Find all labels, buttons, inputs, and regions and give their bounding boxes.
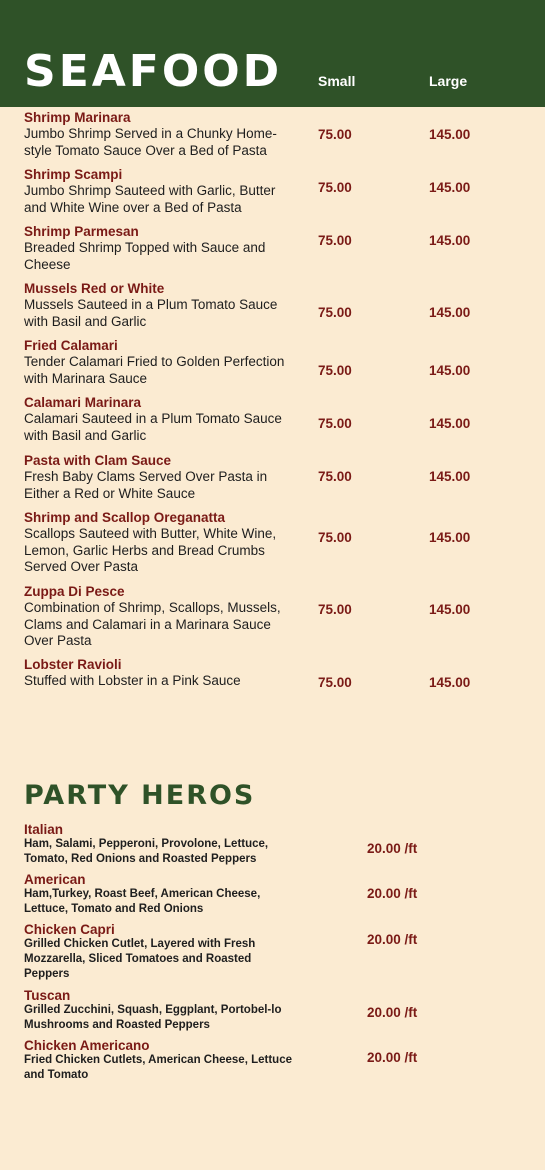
menu-item-name: Pasta with Clam Sauce [24,453,172,468]
price-large: 145.00 [429,469,471,484]
hero-item [24,872,524,917]
hero-price: 20.00 /ft [367,932,418,947]
menu-item-name: Shrimp and Scallop Oreganatta [24,510,226,525]
menu-item-description: Jumbo Shrimp Served in a Chunky Home-style Tomato Sauce Over a Bed of Pasta [24,126,277,158]
price-small: 75.00 [318,305,352,320]
hero-item-name: Chicken Capri [24,922,115,937]
hero-item-name: Chicken Americano [24,1038,150,1053]
menu-item-name: Zuppa Di Pesce [24,584,125,599]
hero-item-description: Ham,Turkey, Roast Beef, American Cheese, Lettuce, Tomato and Red Onions [24,888,261,915]
price-large: 145.00 [429,180,471,195]
menu-item-name: Calamari Marinara [24,395,142,410]
hero-item-description: Grilled Zucchini, Squash, Eggplant, Portobel-lo Mushrooms and Roasted Peppers [24,1004,282,1031]
price-large: 145.00 [429,127,471,142]
hero-price: 20.00 /ft [367,1050,418,1065]
column-header-large: Large [429,73,468,89]
section-title-seafood: SEAFOOD [24,46,283,97]
price-small: 75.00 [318,416,352,431]
menu-item-name: Mussels Red or White [24,281,165,296]
price-small: 75.00 [318,602,352,617]
menu-item [24,224,524,273]
price-small: 75.00 [318,180,352,195]
section-title-party-heros: PARTY HEROS [24,780,256,811]
menu-item-name: Shrimp Parmesan [24,224,139,239]
hero-price: 20.00 /ft [367,1005,418,1020]
menu-item-name: Shrimp Scampi [24,167,123,182]
hero-item [24,988,524,1033]
hero-item-name: Italian [24,822,64,837]
hero-item-description: Fried Chicken Cutlets, American Cheese, Lettuce and Tomato [24,1054,292,1081]
menu-item-description: Tender Calamari Fried to Golden Perfection with Marinara Sauce [24,354,285,386]
menu-item-description: Breaded Shrimp Topped with Sauce and Cheese [24,240,266,272]
price-large: 145.00 [429,416,471,431]
price-large: 145.00 [429,233,471,248]
price-large: 145.00 [429,675,471,690]
menu-item-description: Stuffed with Lobster in a Pink Sauce [24,673,241,688]
hero-item [24,1038,524,1083]
menu-item-name: Fried Calamari [24,338,118,353]
menu-item-description: Mussels Sauteed in a Plum Tomato Sauce with Basil and Garlic [24,297,278,329]
menu-item-name: Shrimp Marinara [24,110,131,125]
menu-item-description: Scallops Sauteed with Butter, White Wine, Lemon, Garlic Herbs and Bread Crumbs Served Over Pasta [24,526,277,574]
hero-item-description: Grilled Chicken Cutlet, Layered with Fresh Mozzarella, Sliced Tomatoes and Roasted Peppers [24,938,256,980]
price-small: 75.00 [318,363,352,378]
price-large: 145.00 [429,363,471,378]
hero-item-name: American [24,872,86,887]
menu-item-description: Fresh Baby Clams Served Over Pasta in Either a Red or White Sauce [24,469,268,501]
hero-item-description: Ham, Salami, Pepperoni, Provolone, Lettuce, Tomato, Red Onions and Roasted Peppers [24,838,269,865]
price-small: 75.00 [318,675,352,690]
menu-item-description: Combination of Shrimp, Scallops, Mussels, Clams and Calamari in a Marinara Sauce Over Pasta [24,600,281,648]
column-header-small: Small [318,73,356,89]
price-small: 75.00 [318,127,352,142]
price-large: 145.00 [429,305,471,320]
menu-item-name: Lobster Ravioli [24,657,122,672]
price-large: 145.00 [429,602,471,617]
hero-item [24,922,524,982]
hero-item-name: Tuscan [24,988,71,1003]
hero-price: 20.00 /ft [367,841,418,856]
hero-price: 20.00 /ft [367,886,418,901]
price-small: 75.00 [318,469,352,484]
hero-item [24,822,524,867]
menu-item-description: Jumbo Shrimp Sauteed with Garlic, Butter and White Wine over a Bed of Pasta [24,183,276,215]
price-large: 145.00 [429,530,471,545]
price-small: 75.00 [318,233,352,248]
price-small: 75.00 [318,530,352,545]
menu-item-description: Calamari Sauteed in a Plum Tomato Sauce with Basil and Garlic [24,411,282,443]
section-header [0,0,545,107]
